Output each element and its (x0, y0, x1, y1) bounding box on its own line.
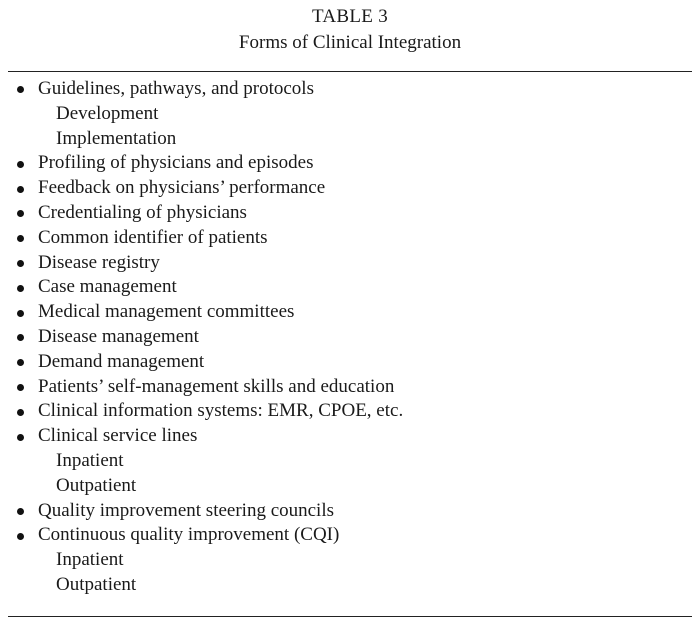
list-item-text: Outpatient (56, 573, 137, 595)
bullet-icon (17, 533, 24, 540)
list-item (0, 424, 700, 449)
bottom-rule (8, 616, 692, 617)
top-rule (8, 71, 692, 72)
list-item (0, 325, 700, 350)
list-item (0, 300, 700, 325)
bullet-icon (17, 359, 24, 366)
list-item-text: Patients’ self-management skills and education (38, 375, 395, 397)
integration-forms-list (0, 77, 700, 598)
list-item (0, 523, 700, 548)
list-item-text: Common identifier of patients (38, 226, 268, 248)
list-subitem (0, 102, 700, 127)
list-subitem (0, 127, 700, 152)
list-item-text: Implementation (56, 127, 177, 149)
list-item-text: Case management (38, 276, 177, 298)
list-subitem (0, 474, 700, 499)
list-item (0, 399, 700, 424)
bullet-icon (17, 86, 24, 93)
list-item-text: Feedback on physicians’ performance (38, 177, 326, 199)
list-item-text: Medical management committees (38, 301, 295, 323)
bullet-icon (17, 434, 24, 441)
list-item-text: Profiling of physicians and episodes (38, 152, 314, 174)
list-item (0, 375, 700, 400)
bullet-icon (17, 508, 24, 515)
list-item (0, 350, 700, 375)
list-item-text: Disease registry (38, 251, 160, 273)
table-label: TABLE 3 (311, 6, 389, 27)
list-item (0, 251, 700, 276)
list-item (0, 499, 700, 524)
list-item (0, 176, 700, 201)
list-item (0, 275, 700, 300)
bullet-icon (17, 384, 24, 391)
list-subitem (0, 548, 700, 573)
list-item (0, 77, 700, 102)
bullet-icon (17, 409, 24, 416)
list-item-text: Continuous quality improvement (CQI) (38, 524, 340, 546)
list-item-text: Demand management (38, 350, 205, 372)
list-item-text: Disease management (38, 325, 199, 347)
bullet-icon (17, 161, 24, 168)
list-item-text: Development (56, 102, 159, 124)
list-item-text: Outpatient (56, 474, 137, 496)
list-item-text: Quality improvement steering councils (38, 499, 335, 521)
list-item-text: Credentialing of physicians (38, 201, 247, 223)
list-item-text: Inpatient (56, 449, 124, 471)
list-item (0, 151, 700, 176)
bullet-icon (17, 235, 24, 242)
list-item (0, 201, 700, 226)
list-item-text: Clinical service lines (38, 425, 198, 447)
bullet-icon (17, 210, 24, 217)
bullet-icon (17, 310, 24, 317)
bullet-icon (17, 260, 24, 267)
list-item (0, 226, 700, 251)
bullet-icon (17, 334, 24, 341)
list-subitem (0, 573, 700, 598)
list-item-text: Inpatient (56, 549, 124, 571)
list-item-text: Clinical information systems: EMR, CPOE, etc. (38, 400, 404, 422)
table-title: Forms of Clinical Integration (238, 32, 462, 53)
list-subitem (0, 449, 700, 474)
bullet-icon (17, 186, 24, 193)
list-item-text: Guidelines, pathways, and protocols (38, 78, 314, 99)
bullet-icon (17, 285, 24, 292)
